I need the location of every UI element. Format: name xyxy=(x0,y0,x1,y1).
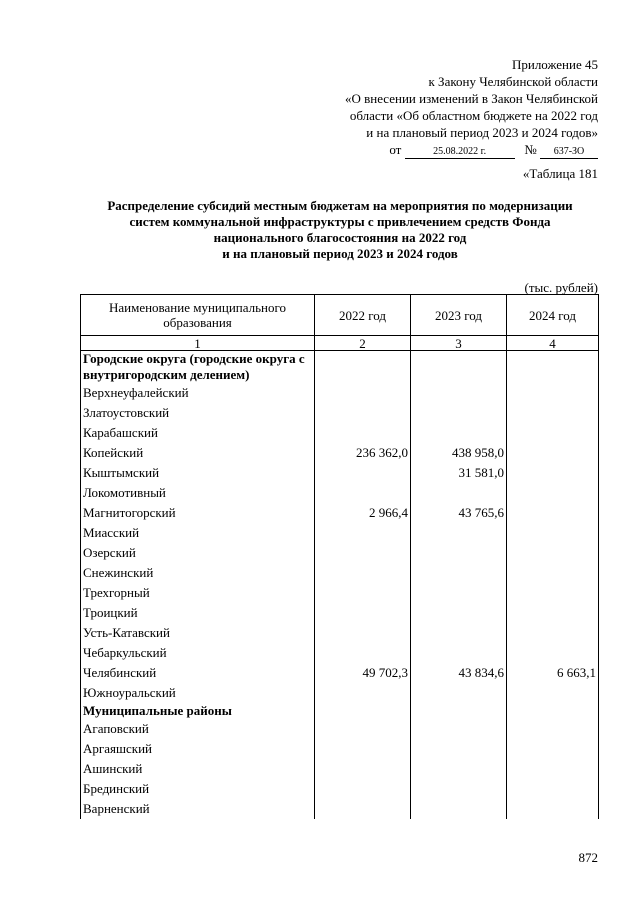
table-row xyxy=(81,779,599,799)
municipality-name: Агаповский xyxy=(81,719,315,739)
column-number: 2 xyxy=(315,336,411,351)
municipality-name: Копейский xyxy=(81,443,315,463)
value-2023 xyxy=(411,403,507,423)
municipality-name: Южноуральский xyxy=(81,683,315,703)
municipality-name: Брединский xyxy=(81,779,315,799)
municipality-name: Ашинский xyxy=(81,759,315,779)
table-row xyxy=(81,523,599,543)
value-2023: 43 834,6 xyxy=(411,663,507,683)
title-line: Распределение субсидий местным бюджетам на мероприятия по модернизации xyxy=(107,198,573,213)
value-2024 xyxy=(507,563,599,583)
page-number: 872 xyxy=(578,850,598,865)
appendix-line: области «Об областном бюджете на 2022 год xyxy=(349,108,598,123)
table-row xyxy=(81,463,599,483)
value-2023 xyxy=(411,583,507,603)
table-row xyxy=(81,443,599,463)
value-2023: 438 958,0 xyxy=(411,443,507,463)
table-reference: «Таблица 181 xyxy=(522,166,598,181)
column-header-2024: 2024 год xyxy=(507,295,599,336)
value-2022 xyxy=(315,563,411,583)
value-2022 xyxy=(315,351,411,384)
title-line: национального благосостояния на 2022 год xyxy=(213,230,467,245)
municipality-name: Чебаркульский xyxy=(81,643,315,663)
value-2022 xyxy=(315,779,411,799)
value-2023 xyxy=(411,779,507,799)
value-2023 xyxy=(411,563,507,583)
value-2023 xyxy=(411,523,507,543)
municipality-name: Снежинский xyxy=(81,563,315,583)
table-row xyxy=(81,643,599,663)
value-2022 xyxy=(315,703,411,719)
table-row xyxy=(81,759,599,779)
municipality-name: Златоустовский xyxy=(81,403,315,423)
group-header-row xyxy=(81,703,599,719)
value-2024 xyxy=(507,351,599,384)
table-row xyxy=(81,543,599,563)
column-header-name: Наименование муниципального образования xyxy=(81,295,315,336)
value-2022 xyxy=(315,383,411,403)
value-2023 xyxy=(411,643,507,663)
value-2024 xyxy=(507,383,599,403)
value-2024 xyxy=(507,483,599,503)
table-body xyxy=(81,351,599,820)
table-row xyxy=(81,799,599,819)
column-number-row xyxy=(81,336,599,351)
value-2022: 236 362,0 xyxy=(315,443,411,463)
appendix-line: к Закону Челябинской области xyxy=(428,74,598,89)
value-2022 xyxy=(315,643,411,663)
value-2023 xyxy=(411,603,507,623)
table-row xyxy=(81,739,599,759)
appendix-header xyxy=(278,56,598,159)
municipality-name: Магнитогорский xyxy=(81,503,315,523)
column-number: 4 xyxy=(507,336,599,351)
table-row xyxy=(81,563,599,583)
value-2022 xyxy=(315,603,411,623)
value-2024: 6 663,1 xyxy=(507,663,599,683)
municipality-name: Карабашский xyxy=(81,423,315,443)
value-2024 xyxy=(507,759,599,779)
table-row xyxy=(81,719,599,739)
value-2022 xyxy=(315,623,411,643)
value-2022 xyxy=(315,463,411,483)
value-2024 xyxy=(507,719,599,739)
value-2024 xyxy=(507,543,599,563)
municipality-name: Озерский xyxy=(81,543,315,563)
group-header-row xyxy=(81,351,599,384)
subsidy-table xyxy=(80,294,599,819)
from-label: от xyxy=(389,142,402,157)
value-2022 xyxy=(315,523,411,543)
table-row xyxy=(81,683,599,703)
municipality-name: Троицкий xyxy=(81,603,315,623)
value-2023: 43 765,6 xyxy=(411,503,507,523)
appendix-line: и на плановый период 2023 и 2024 годов» xyxy=(366,125,598,140)
value-2023 xyxy=(411,739,507,759)
value-2023 xyxy=(411,799,507,819)
value-2024 xyxy=(507,779,599,799)
table-row xyxy=(81,503,599,523)
value-2023 xyxy=(411,623,507,643)
municipality-name: Локомотивный xyxy=(81,483,315,503)
value-2024 xyxy=(507,443,599,463)
law-number: 637-ЗО xyxy=(540,146,598,159)
value-2023 xyxy=(411,683,507,703)
value-2022 xyxy=(315,683,411,703)
value-2023 xyxy=(411,483,507,503)
table-row xyxy=(81,423,599,443)
municipality-name: Верхнеуфалейский xyxy=(81,383,315,403)
value-2024 xyxy=(507,523,599,543)
value-2022 xyxy=(315,759,411,779)
value-2024 xyxy=(507,423,599,443)
value-2024 xyxy=(507,799,599,819)
value-2022 xyxy=(315,799,411,819)
municipality-name: Аргаяшский xyxy=(81,739,315,759)
header-row xyxy=(81,295,599,336)
law-date-line xyxy=(278,141,598,159)
value-2023 xyxy=(411,351,507,384)
table-row xyxy=(81,603,599,623)
column-header-2022: 2022 год xyxy=(315,295,411,336)
municipality-name: Кыштымский xyxy=(81,463,315,483)
table-row xyxy=(81,383,599,403)
value-2023 xyxy=(411,543,507,563)
table-row xyxy=(81,623,599,643)
value-2023 xyxy=(411,703,507,719)
value-2022: 49 702,3 xyxy=(315,663,411,683)
municipality-name: Челябинский xyxy=(81,663,315,683)
value-2024 xyxy=(507,603,599,623)
title-line: систем коммунальной инфраструктуры с привлечением средств Фонда xyxy=(129,214,551,229)
value-2022 xyxy=(315,423,411,443)
municipality-name: Усть-Катавский xyxy=(81,623,315,643)
appendix-line: «О внесении изменений в Закон Челябинской xyxy=(344,91,598,106)
value-2022 xyxy=(315,583,411,603)
column-number: 1 xyxy=(81,336,315,351)
value-2022 xyxy=(315,483,411,503)
value-2024 xyxy=(507,403,599,423)
value-2024 xyxy=(507,683,599,703)
value-2024 xyxy=(507,739,599,759)
municipality-name: Миасский xyxy=(81,523,315,543)
value-2022 xyxy=(315,543,411,563)
value-2023 xyxy=(411,719,507,739)
units-label: (тыс. рублей) xyxy=(524,280,598,295)
appendix-line: Приложение 45 xyxy=(511,57,598,72)
table-row xyxy=(81,663,599,683)
value-2024 xyxy=(507,503,599,523)
title-line: и на плановый период 2023 и 2024 годов xyxy=(222,246,458,261)
municipality-name: Трехгорный xyxy=(81,583,315,603)
value-2023 xyxy=(411,383,507,403)
value-2022 xyxy=(315,739,411,759)
table-row xyxy=(81,583,599,603)
number-label: № xyxy=(524,142,537,157)
value-2024 xyxy=(507,583,599,603)
value-2024 xyxy=(507,643,599,663)
value-2022 xyxy=(315,403,411,423)
value-2023: 31 581,0 xyxy=(411,463,507,483)
value-2024 xyxy=(507,463,599,483)
value-2023 xyxy=(411,423,507,443)
value-2022: 2 966,4 xyxy=(315,503,411,523)
value-2023 xyxy=(411,759,507,779)
value-2024 xyxy=(507,623,599,643)
table-row xyxy=(81,403,599,423)
value-2022 xyxy=(315,719,411,739)
law-date: 25.08.2022 г. xyxy=(405,146,515,159)
column-header-2023: 2023 год xyxy=(411,295,507,336)
municipality-name: Муниципальные районы xyxy=(81,703,315,719)
municipality-name: Городские округа (городские округа с внутригородским делением) xyxy=(81,351,315,384)
table-row xyxy=(81,483,599,503)
value-2024 xyxy=(507,703,599,719)
document-title xyxy=(80,198,600,262)
column-number: 3 xyxy=(411,336,507,351)
municipality-name: Варненский xyxy=(81,799,315,819)
